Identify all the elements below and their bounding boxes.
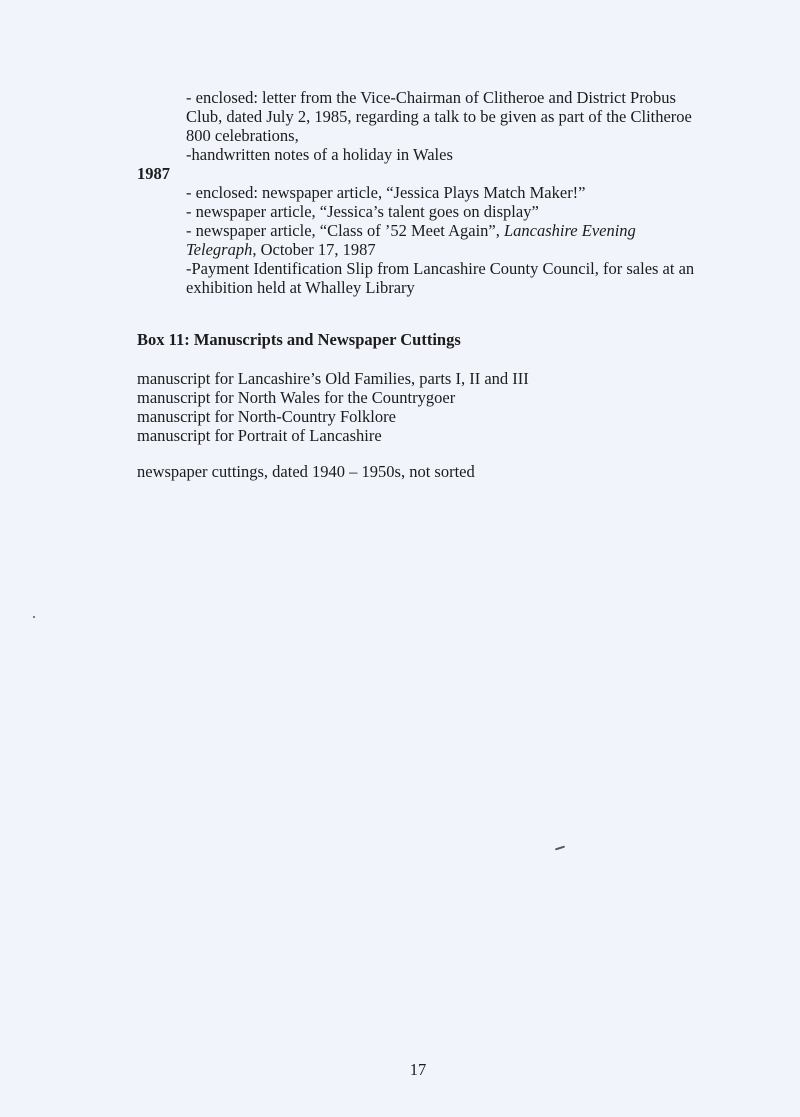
- top-entry-line-3: 800 celebrations,: [186, 126, 299, 145]
- manuscript-item-2: manuscript for North Wales for the Countrygoer: [137, 388, 456, 407]
- entry-1987-line-4: [186, 240, 376, 260]
- page-number: 17: [409, 1060, 427, 1079]
- scan-speck: [33, 616, 35, 618]
- entry-1987-line-3-publication: Lancashire Evening: [503, 221, 636, 240]
- entry-1987-line-4-text: , October 17, 1987: [252, 240, 376, 259]
- top-entry-line-2: Club, dated July 2, 1985, regarding a talk to be given as part of the Clitheroe: [186, 107, 692, 126]
- entry-1987-line-2: - newspaper article, “Jessica’s talent goes on display”: [186, 202, 539, 221]
- scan-speck: [555, 846, 565, 851]
- top-entry-line-1: - enclosed: letter from the Vice-Chairman of Clitheroe and District Probus: [186, 88, 676, 107]
- entry-1987-line-3: [186, 221, 636, 241]
- entry-1987-line-1: - enclosed: newspaper article, “Jessica Plays Match Maker!”: [186, 183, 586, 202]
- newspaper-cuttings-line: newspaper cuttings, dated 1940 – 1950s, not sorted: [137, 462, 475, 481]
- entry-1987-line-5: -Payment Identification Slip from Lancashire County Council, for sales at an: [186, 259, 695, 278]
- year-heading-1987: 1987: [137, 164, 170, 183]
- entry-1987-line-4-publication: Telegraph: [186, 240, 253, 259]
- manuscript-item-1: manuscript for Lancashire’s Old Families, parts I, II and III: [137, 369, 529, 388]
- manuscript-item-4: manuscript for Portrait of Lancashire: [137, 426, 382, 445]
- manuscript-item-3: manuscript for North-Country Folklore: [137, 407, 396, 426]
- entry-1987-line-3-text: - newspaper article, “Class of ’52 Meet Again”,: [186, 221, 504, 240]
- entry-1987-line-6: exhibition held at Whalley Library: [186, 278, 415, 297]
- top-entry-line-4: -handwritten notes of a holiday in Wales: [186, 145, 453, 164]
- box11-heading: Box 11: Manuscripts and Newspaper Cuttings: [137, 330, 461, 349]
